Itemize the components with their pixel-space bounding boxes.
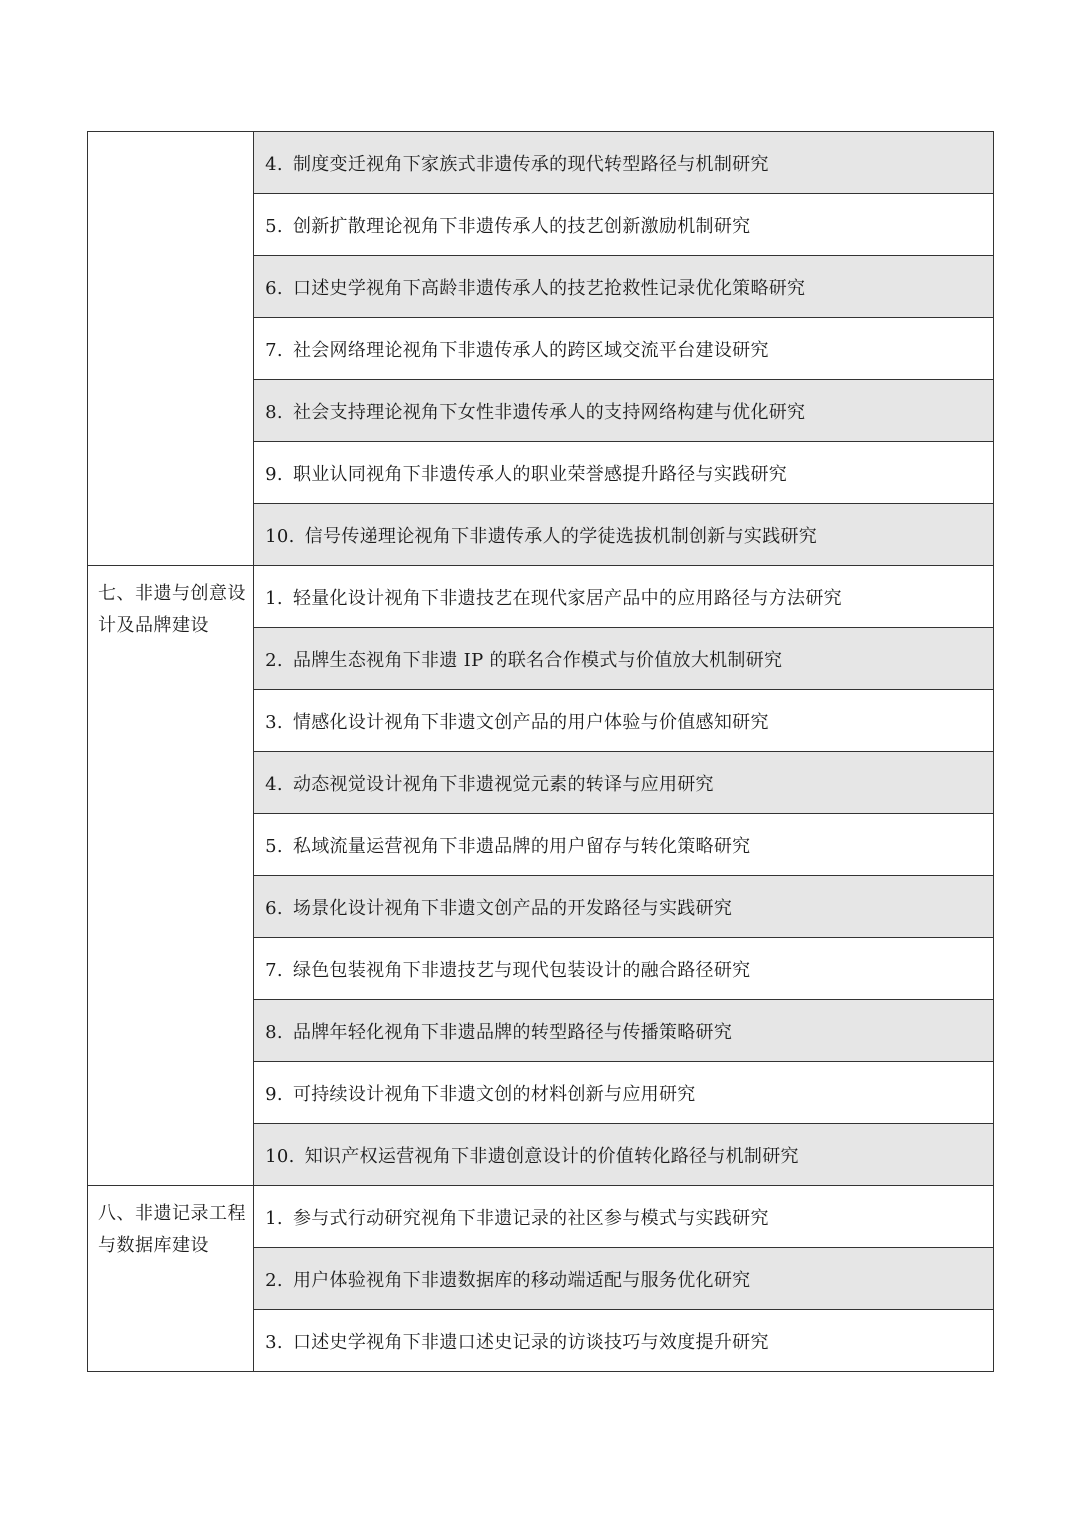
topic-cell xyxy=(254,194,994,256)
topic-cell xyxy=(254,752,994,814)
topic-title: 绿色包装视角下非遗技艺与现代包装设计的融合路径研究 xyxy=(292,959,751,981)
topic-title: 社会网络理论视角下非遗传承人的跨区域交流平台建设研究 xyxy=(292,339,769,361)
topic-number: 7. xyxy=(265,339,283,361)
topic-title: 职业认同视角下非遗传承人的职业荣誉感提升路径与实践研究 xyxy=(292,463,788,485)
topic-number: 3. xyxy=(265,1331,283,1353)
topic-title: 口述史学视角下非遗口述史记录的访谈技巧与效度提升研究 xyxy=(292,1331,769,1353)
topic-number: 10. xyxy=(265,525,295,547)
topic-number: 9. xyxy=(265,1083,283,1105)
topic-number: 2. xyxy=(265,1269,283,1291)
topic-cell xyxy=(254,566,994,628)
topic-cell xyxy=(254,628,994,690)
category-cell xyxy=(88,132,254,566)
topic-title: 口述史学视角下高龄非遗传承人的技艺抢救性记录优化策略研究 xyxy=(292,277,806,299)
topic-cell xyxy=(254,380,994,442)
topic-number: 8. xyxy=(265,1021,283,1043)
topic-cell xyxy=(254,1000,994,1062)
topic-title: 参与式行动研究视角下非遗记录的社区参与模式与实践研究 xyxy=(292,1207,769,1229)
category-cell: 七、非遗与创意设计及品牌建设 xyxy=(88,566,254,1186)
topic-title: 情感化设计视角下非遗文创产品的用户体验与价值感知研究 xyxy=(292,711,769,733)
topic-title: 用户体验视角下非遗数据库的移动端适配与服务优化研究 xyxy=(292,1269,751,1291)
topic-title: 制度变迁视角下家族式非遗传承的现代转型路径与机制研究 xyxy=(292,153,769,175)
topic-number: 5. xyxy=(265,215,283,237)
table-row xyxy=(88,1186,994,1248)
topic-cell xyxy=(254,1310,994,1372)
table-body xyxy=(88,132,994,1372)
topic-cell xyxy=(254,814,994,876)
topic-cell xyxy=(254,876,994,938)
topic-title: 品牌年轻化视角下非遗品牌的转型路径与传播策略研究 xyxy=(292,1021,733,1043)
topic-number: 8. xyxy=(265,401,283,423)
topic-table xyxy=(87,131,994,1372)
topic-number: 9. xyxy=(265,463,283,485)
topic-title: 品牌生态视角下非遗 IP 的联名合作模式与价值放大机制研究 xyxy=(292,649,783,671)
topic-number: 6. xyxy=(265,897,283,919)
category-cell: 八、非遗记录工程与数据库建设 xyxy=(88,1186,254,1372)
topic-number: 5. xyxy=(265,835,283,857)
topic-cell xyxy=(254,442,994,504)
topic-number: 7. xyxy=(265,959,283,981)
topic-number: 1. xyxy=(265,1207,283,1229)
topic-number: 6. xyxy=(265,277,283,299)
topic-title: 知识产权运营视角下非遗创意设计的价值转化路径与机制研究 xyxy=(304,1145,799,1167)
topic-cell xyxy=(254,504,994,566)
table-row xyxy=(88,566,994,628)
topic-title: 创新扩散理论视角下非遗传承人的技艺创新激励机制研究 xyxy=(292,215,751,237)
topic-title: 可持续设计视角下非遗文创的材料创新与应用研究 xyxy=(292,1083,696,1105)
topic-number: 1. xyxy=(265,587,283,609)
topic-title: 社会支持理论视角下女性非遗传承人的支持网络构建与优化研究 xyxy=(292,401,806,423)
topic-number: 3. xyxy=(265,711,283,733)
topic-cell xyxy=(254,256,994,318)
topic-number: 10. xyxy=(265,1145,295,1167)
topic-title: 信号传递理论视角下非遗传承人的学徒选拔机制创新与实践研究 xyxy=(304,525,818,547)
topic-cell xyxy=(254,938,994,1000)
topic-title: 动态视觉设计视角下非遗视觉元素的转译与应用研究 xyxy=(292,773,714,795)
topic-cell xyxy=(254,1124,994,1186)
topic-cell xyxy=(254,318,994,380)
topic-cell xyxy=(254,690,994,752)
topic-title: 场景化设计视角下非遗文创产品的开发路径与实践研究 xyxy=(292,897,733,919)
topic-cell xyxy=(254,1186,994,1248)
topic-cell xyxy=(254,132,994,194)
topic-number: 2. xyxy=(265,649,283,671)
topic-title: 私域流量运营视角下非遗品牌的用户留存与转化策略研究 xyxy=(292,835,751,857)
topic-number: 4. xyxy=(265,773,283,795)
topic-cell xyxy=(254,1062,994,1124)
topic-number: 4. xyxy=(265,153,283,175)
table-row xyxy=(88,132,994,194)
topic-title: 轻量化设计视角下非遗技艺在现代家居产品中的应用路径与方法研究 xyxy=(292,587,842,609)
topic-cell xyxy=(254,1248,994,1310)
